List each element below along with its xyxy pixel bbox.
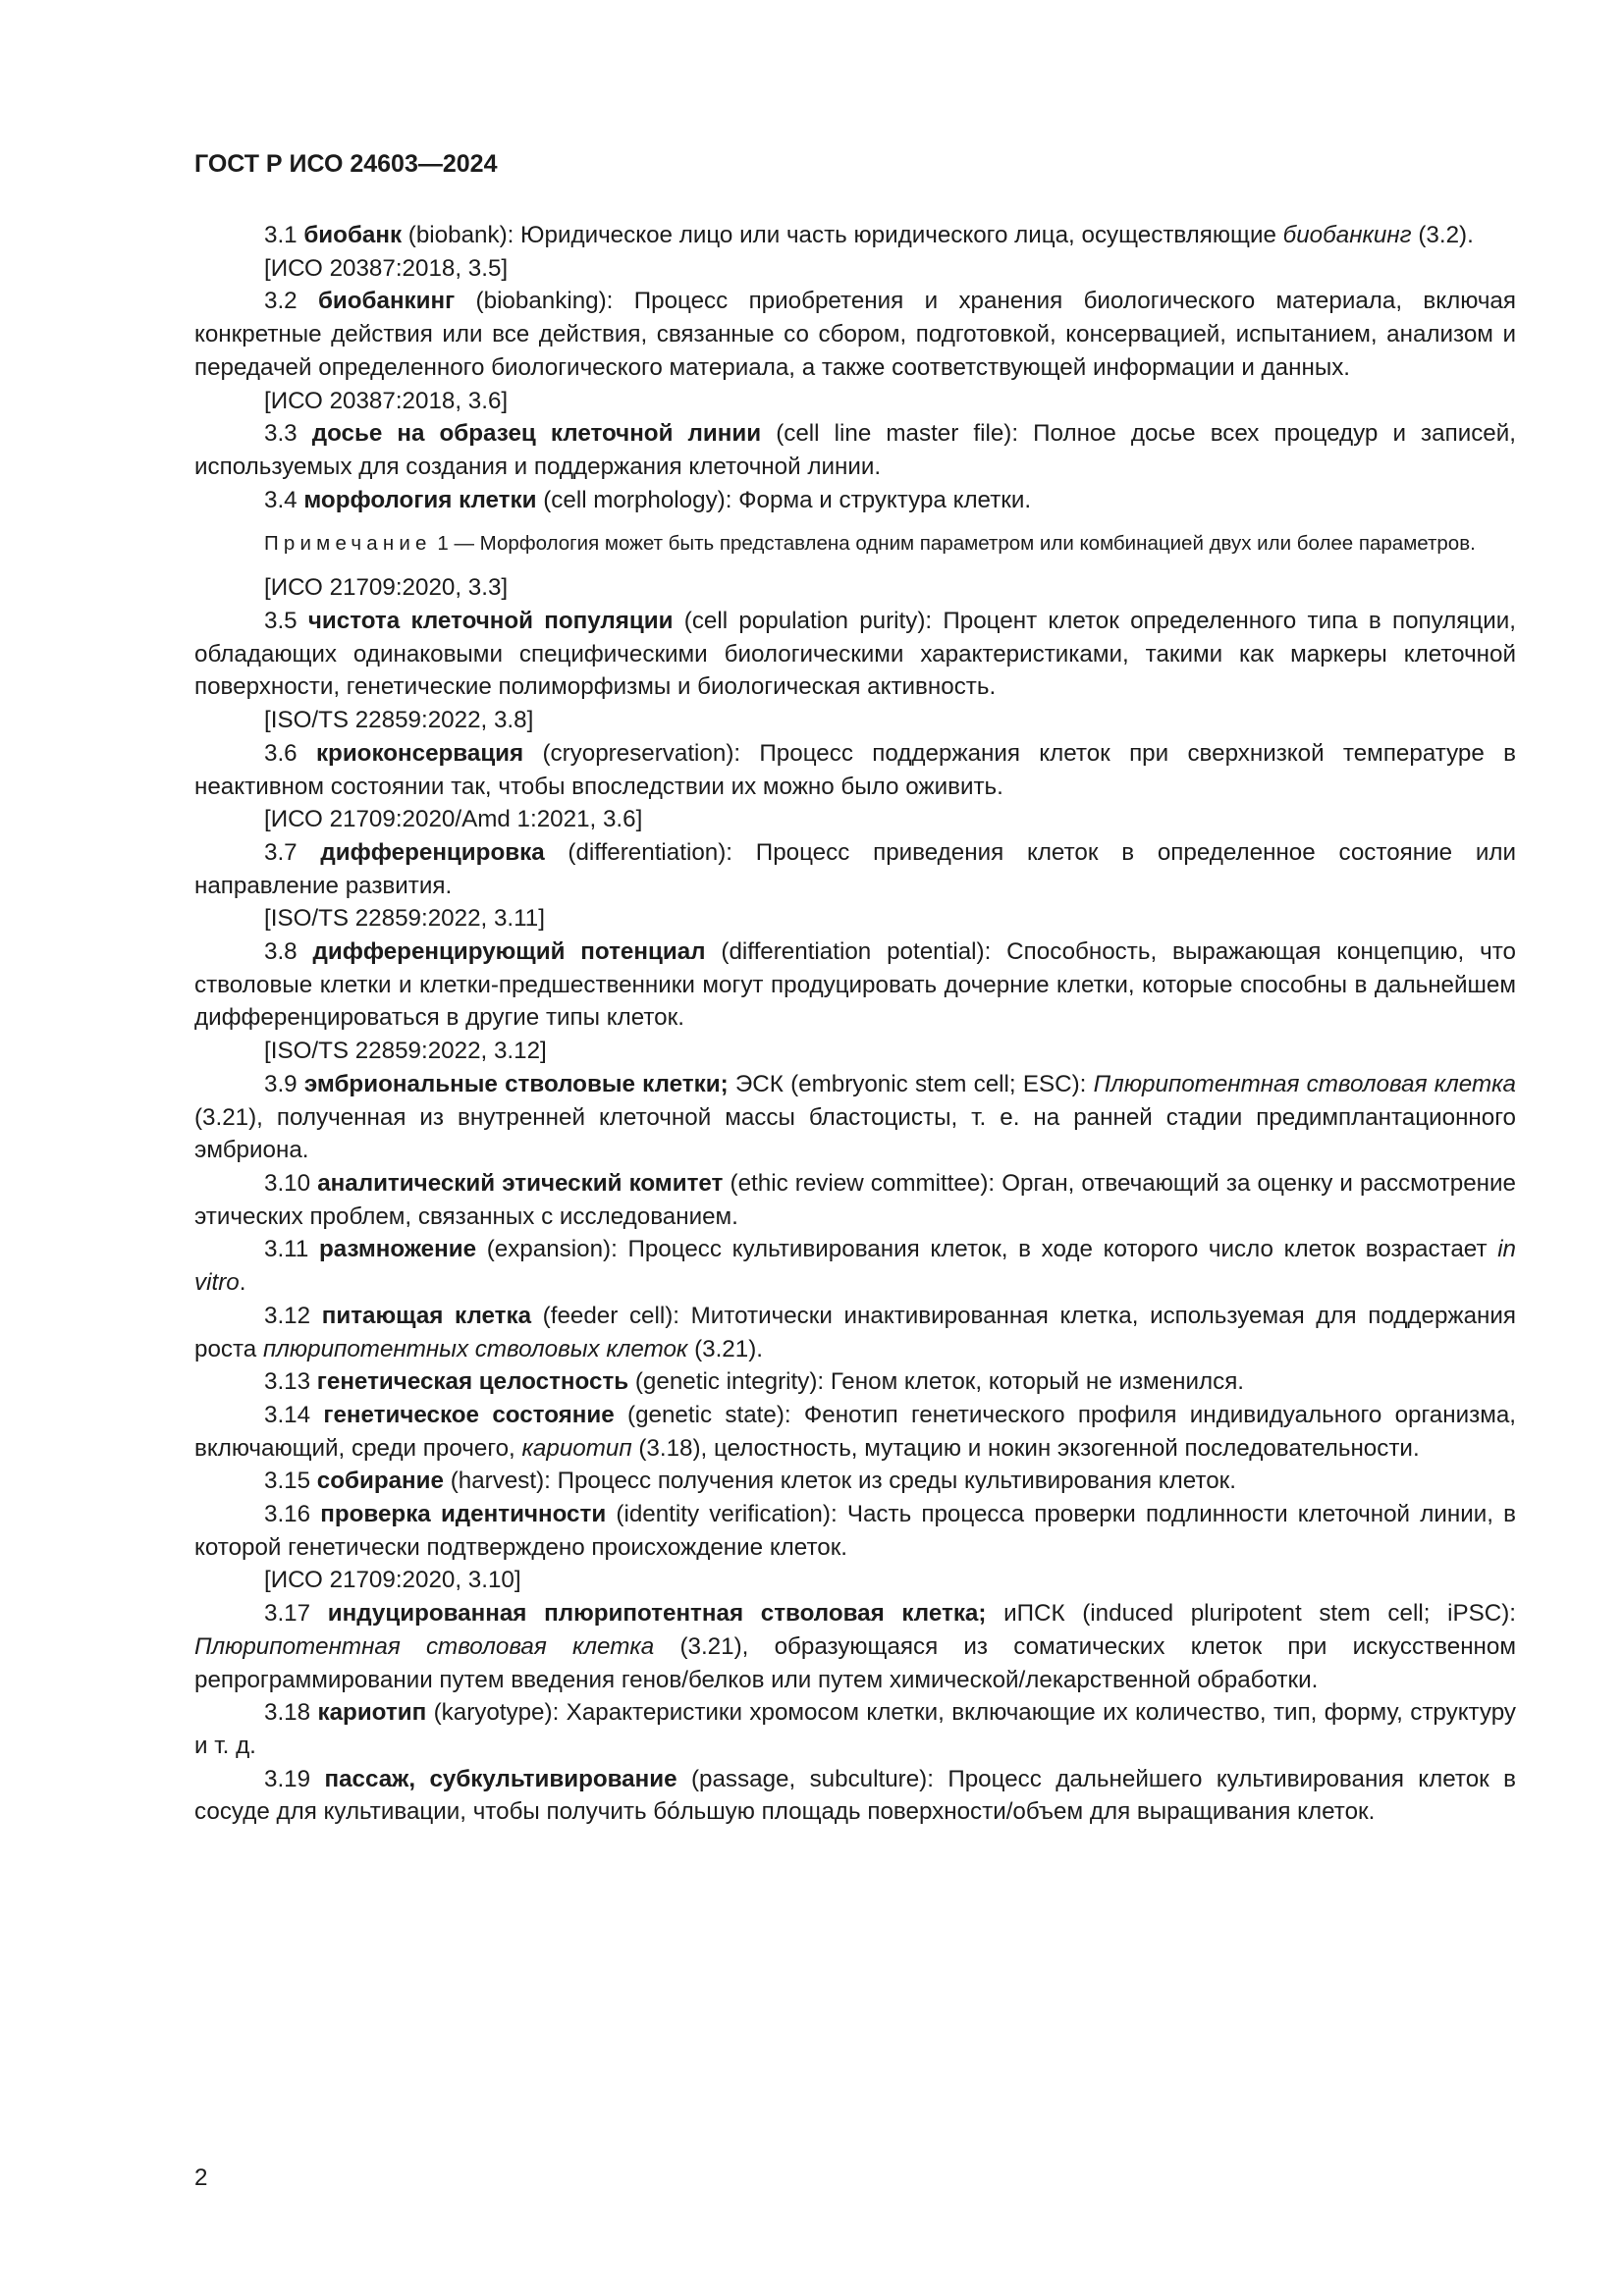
source-reference: [ИСО 20387:2018, 3.6]: [264, 387, 509, 414]
definition-term: биобанкинг: [317, 288, 456, 315]
definition-text: (expansion): Процесс культивирования клеток, в ходе которого число клеток возрастает: [476, 1236, 1498, 1263]
note-label: Примечание: [264, 532, 432, 556]
definition-number: 3.1: [264, 222, 304, 248]
definition-3-8: [194, 935, 1516, 1035]
definition-text: (biobank): Юридическое лицо или часть юридического лица, осуществляющие: [402, 222, 1283, 248]
definition-3-5: [194, 605, 1516, 704]
definition-number: 3.14: [264, 1401, 324, 1428]
definition-text-continued: .: [239, 1269, 246, 1297]
definition-text: (cryopreservation): Процесс поддержания клеток при сверхнизкой температуре в неактивном состоянии так, чтобы впоследствии их можно было оживить.: [194, 739, 1516, 800]
definition-term: пассаж, субкультивирование: [324, 1765, 677, 1792]
definition-reference: биобанкинг: [1282, 222, 1412, 248]
definition-term: дифференцировка: [320, 838, 545, 866]
definition-3-9: [194, 1068, 1516, 1167]
definition-number: 3.9: [264, 1070, 304, 1097]
definition-text-continued: (3.21), образующаяся из соматических клеток при искусственном репрограммировании путем введения генов/белков или путем химической/лекарственной обработки.: [194, 1632, 1516, 1693]
definition-term: аналитический этический комитет: [317, 1169, 724, 1197]
note-paragraph: [194, 528, 1516, 559]
source-reference: [ISO/TS 22859:2022, 3.8]: [264, 707, 534, 734]
definition-term: размножение: [318, 1236, 477, 1263]
definition-text: (passage, subculture): Процесс дальнейшего культивирования клеток в сосуде для культивации, чтобы получить бóльшую площадь поверхности/объем для выращивания клеток.: [194, 1765, 1516, 1826]
definition-number: 3.8: [264, 938, 313, 966]
definition-3-15: [194, 1465, 1516, 1498]
definition-3-4: [194, 484, 1516, 517]
definition-reference: Плюрипотентная стволовая клетка: [194, 1632, 655, 1660]
definition-text: (harvest): Процесс получения клеток из среды культивирования клеток.: [444, 1468, 1236, 1495]
definition-number: 3.5: [264, 608, 308, 635]
definition-term: генетическое состояние: [323, 1401, 615, 1428]
definition-reference: кариотип: [521, 1434, 632, 1462]
definition-text: (feeder cell): Митотически инактивированная клетка, используемая для поддержания роста: [194, 1302, 1517, 1362]
definition-number: 3.15: [264, 1468, 317, 1495]
definition-term: собирание: [316, 1468, 444, 1495]
definition-text: (karyotype): Характеристики хромосом клетки, включающие их количество, тип, форму, структуру и т. д.: [194, 1699, 1516, 1759]
definition-term: биобанк: [303, 222, 403, 248]
definition-3-10: [194, 1167, 1516, 1233]
document-body: [194, 219, 1516, 1829]
definition-text-continued: (3.21).: [687, 1335, 763, 1362]
definition-number: 3.12: [264, 1302, 322, 1329]
definition-number: 3.17: [264, 1600, 328, 1628]
definition-3-11: [194, 1233, 1516, 1299]
definition-number: 3.11: [264, 1236, 319, 1263]
source-reference: [ИСО 21709:2020, 3.10]: [264, 1567, 521, 1594]
definition-number: 3.6: [264, 739, 316, 767]
definition-text: (cell morphology): Форма и структура клетки.: [536, 486, 1032, 513]
definition-text: (genetic integrity): Геном клеток, который не изменился.: [628, 1368, 1245, 1396]
source-reference: [ИСО 21709:2020, 3.3]: [264, 574, 509, 602]
definition-term: криоконсервация: [315, 739, 524, 767]
definition-text: (differentiation): Процесс приведения клеток в определенное состояние или направление развития.: [194, 838, 1516, 899]
definition-term: индуцированная плюрипотентная стволовая клетка;: [327, 1600, 987, 1628]
definition-number: 3.3: [264, 420, 312, 448]
definition-reference: плюрипотентных стволовых клеток: [262, 1335, 688, 1362]
note-text: 1 — Морфология может быть представлена одним параметром или комбинацией двух или более параметров.: [431, 532, 1476, 556]
definition-text: (identity verification): Часть процесса проверки подлинности клеточной линии, в которой генетически подтверждено происхождение клеток.: [194, 1501, 1516, 1561]
definition-number: 3.16: [264, 1501, 321, 1528]
source-reference: [ISO/TS 22859:2022, 3.11]: [264, 905, 545, 933]
definition-number: 3.18: [264, 1699, 318, 1727]
source-reference: [ИСО 21709:2020/Amd 1:2021, 3.6]: [264, 806, 643, 833]
definition-3-16: [194, 1498, 1516, 1564]
document-header: ГОСТ Р ИСО 24603—2024: [194, 150, 498, 178]
definition-term: эмбриональные стволовые клетки;: [303, 1070, 729, 1097]
definition-number: 3.19: [264, 1765, 325, 1792]
page-number: 2: [194, 2164, 208, 2191]
definition-number: 3.13: [264, 1368, 317, 1396]
definition-number: 3.4: [264, 486, 304, 513]
definition-text: (genetic state): Фенотип генетического профиля индивидуального организма, включающий, среди прочего,: [194, 1401, 1517, 1462]
definition-term: морфология клетки: [303, 486, 537, 513]
definition-3-13: [194, 1365, 1516, 1399]
definition-text: (biobanking): Процесс приобретения и хранения биологического материала, включая конкретные действия или все действия, связанные со сбором, подготовкой, консервацией, испытанием, анализом и передачей определенного биологического материала, а также соответствующей информации и данных.: [194, 288, 1516, 381]
definition-term: проверка идентичности: [320, 1501, 607, 1528]
definition-3-1: [194, 219, 1516, 252]
definition-3-14: [194, 1399, 1516, 1465]
definition-text: (cell line master file): Полное досье всех процедур и записей, используемых для создания и поддержания клеточной линии.: [194, 420, 1516, 480]
definition-3-19: [194, 1763, 1516, 1829]
definition-text: (differentiation potential): Способность, выражающая концепцию, что стволовые клетки и клетки-предшественники могут продуцировать дочерние клетки, которые способны в дальнейшем дифференцироваться в другие типы клеток.: [194, 938, 1516, 1032]
definition-3-17: [194, 1597, 1516, 1696]
definition-text: ЭСК (embryonic stem cell; ESC):: [728, 1070, 1094, 1097]
definition-term: кариотип: [317, 1699, 427, 1727]
definition-text: иПСК (induced pluripotent stem cell; iPSC):: [986, 1600, 1517, 1628]
definition-reference: Плюрипотентная стволовая клетка: [1093, 1070, 1516, 1097]
definition-number: 3.7: [264, 838, 321, 866]
definition-reference: in vitro: [194, 1236, 1517, 1297]
definition-term: питающая клетка: [321, 1302, 532, 1329]
definition-text-continued: (3.2).: [1411, 222, 1474, 248]
definition-3-2: [194, 285, 1516, 384]
definition-3-3: [194, 417, 1516, 483]
definition-number: 3.2: [264, 288, 318, 315]
definition-3-6: [194, 737, 1516, 803]
definition-text: (cell population purity): Процент клеток определенного типа в популяции, обладающих одинаковыми специфическими биологическими характеристиками, такими как маркеры клеточной поверхности, генетические полиморфизмы и биологическая активность.: [194, 608, 1516, 701]
definition-text: (ethic review committee): Орган, отвечающий за оценку и рассмотрение этических проблем, связанных с исследованием.: [194, 1169, 1516, 1230]
definition-term: досье на образец клеточной линии: [311, 420, 762, 448]
definition-term: чистота клеточной популяции: [307, 608, 674, 635]
definition-3-7: [194, 836, 1516, 902]
definition-text-continued: (3.21), полученная из внутренней клеточной массы бластоцисты, т. е. на ранней стадии предимплантационного эмбриона.: [194, 1103, 1516, 1164]
definition-number: 3.10: [264, 1169, 318, 1197]
definition-term: генетическая целостность: [316, 1368, 629, 1396]
definition-3-12: [194, 1300, 1516, 1365]
source-reference: [ИСО 20387:2018, 3.5]: [264, 254, 509, 282]
source-reference: [ISO/TS 22859:2022, 3.12]: [264, 1038, 547, 1065]
definition-text-continued: (3.18), целостность, мутацию и нокин экзогенной последовательности.: [631, 1434, 1420, 1462]
definition-3-18: [194, 1696, 1516, 1762]
definition-term: дифференцирующий потенциал: [312, 938, 706, 966]
